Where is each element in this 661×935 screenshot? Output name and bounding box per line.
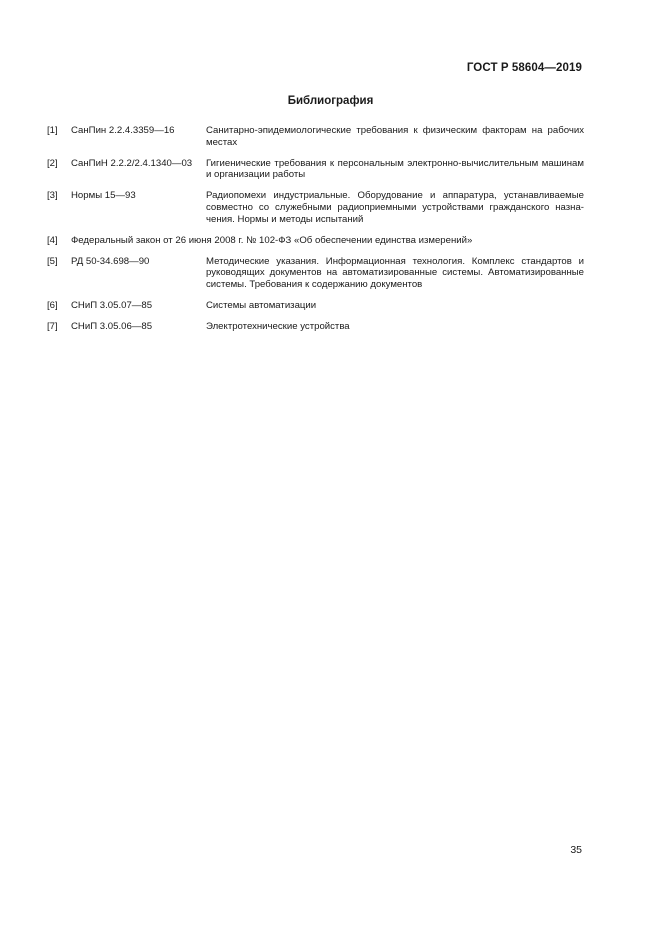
- document-code: ГОСТ Р 58604—2019: [466, 62, 582, 74]
- bibliography-entry-7: [47, 321, 584, 333]
- entry-reference: СанПин 2.2.4.3359—16: [71, 125, 175, 136]
- entry-reference: РД 50-34.698—90: [71, 255, 150, 267]
- entry-number: [5]: [47, 255, 58, 267]
- entry-number: [6]: [47, 299, 58, 311]
- entry-number: [7]: [47, 320, 58, 332]
- bibliography-entry-3: [47, 190, 584, 225]
- entry-description: Гигиенические требования к персональным электронно-вычислительным машинам и организации работы: [206, 157, 584, 181]
- entry-description: Санитарно-эпидемиологические требования к физическим факторам на рабочих местах: [206, 125, 584, 148]
- bibliography-list: [47, 125, 584, 342]
- bibliography-entry-4: [47, 235, 584, 247]
- entry-number: [2]: [47, 157, 58, 169]
- entry-number: [3]: [47, 190, 58, 202]
- entry-reference: СНиП 3.05.06—85: [71, 320, 153, 332]
- bibliography-entry-1: [47, 125, 584, 149]
- entry-number: [4]: [47, 234, 58, 246]
- entry-description: Радиопомехи индустриальные. Оборудование и аппаратура, устанавливаемые совместно со служебными радиоприемными устройствами гражданского назначения. Нормы и методы испытаний: [206, 190, 584, 225]
- entry-reference: Федеральный закон от 26 июня 2008 г. № 102-ФЗ «Об обеспечении единства измерений»: [71, 234, 473, 246]
- entry-reference: СанПиН 2.2.2/2.4.1340—03: [71, 157, 193, 169]
- page-title: Библиография: [287, 95, 374, 107]
- entry-description: Системы автоматизации: [206, 299, 317, 311]
- entry-reference: СНиП 3.05.07—85: [71, 299, 153, 311]
- bibliography-entry-2: [47, 158, 584, 182]
- entry-description: Электротехнические устройства: [206, 320, 350, 332]
- page-number: 35: [570, 844, 582, 856]
- entry-reference: Нормы 15—93: [71, 190, 136, 202]
- bibliography-entry-5: [47, 256, 584, 291]
- entry-description: Методические указания. Информационная технология. Комплекс стандартов и руководящих документов на автоматизированные системы. Автоматизированные системы. Требования к содержанию документов: [206, 255, 584, 291]
- entry-number: [1]: [47, 125, 58, 136]
- bibliography-entry-6: [47, 300, 584, 312]
